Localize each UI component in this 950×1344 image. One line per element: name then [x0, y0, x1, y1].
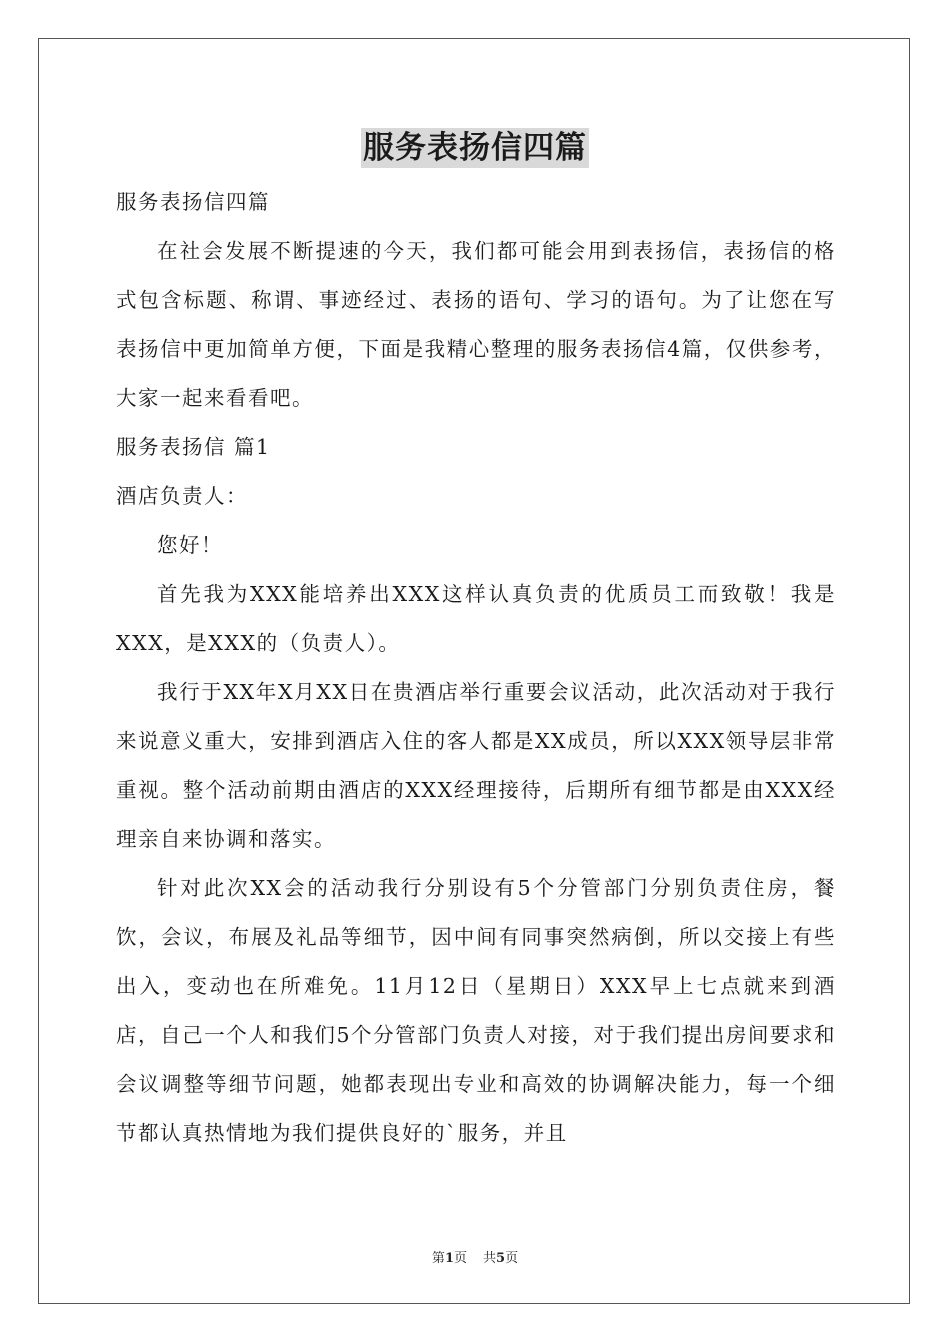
- greeting: 您好！: [157, 533, 223, 557]
- page-prefix: 第: [431, 1251, 445, 1266]
- title-container: [0, 128, 950, 168]
- document-body: [116, 178, 836, 1158]
- total-unit: 页: [505, 1251, 519, 1266]
- total-prefix: 共: [483, 1251, 497, 1266]
- page-current: 1: [444, 1251, 454, 1266]
- paragraph-body: 首先我为XXX能培养出XXX这样认真负责的优质员工而致敬！我是XXX，是XXX的（负责人）。: [116, 582, 836, 655]
- salutation: 酒店负责人：: [116, 484, 248, 508]
- page-total: 5: [496, 1251, 506, 1266]
- page-footer: [0, 1247, 950, 1266]
- paragraph-body: 我行于XX年X月XX日在贵酒店举行重要会议活动，此次活动对于我行来说意义重大，安排到酒店入住的客人都是XX成员，所以XXX领导层非常重视。整个活动前期由酒店的XXX经理接待，后期所有细节都是由XXX经理亲自来协调和落实。: [116, 680, 836, 851]
- page-unit: 页: [453, 1251, 467, 1266]
- section-heading: 服务表扬信 篇1: [116, 435, 271, 459]
- document-title: 服务表扬信四篇: [363, 130, 587, 166]
- paragraph-intro: 在社会发展不断提速的今天，我们都可能会用到表扬信，表扬信的格式包含标题、称谓、事迹经过、表扬的语句、学习的语句。为了让您在写表扬信中更加简单方便，下面是我精心整理的服务表扬信4篇，仅供参考，大家一起来看看吧。: [116, 239, 836, 410]
- paragraph-heading: 服务表扬信四篇: [116, 190, 270, 214]
- paragraph-body: 针对此次XX会的活动我行分别设有5个分管部门分别负责住房，餐饮，会议，布展及礼品等细节，因中间有同事突然病倒，所以交接上有些出入，变动也在所难免。11月12日（星期日）XXX早上七点就来到酒店，自己一个人和我们5个分管部门负责人对接，对于我们提出房间要求和会议调整等细节问题，她都表现出专业和高效的协调解决能力，每一个细节都认真热情地为我们提供良好的`服务，并且: [116, 876, 836, 1145]
